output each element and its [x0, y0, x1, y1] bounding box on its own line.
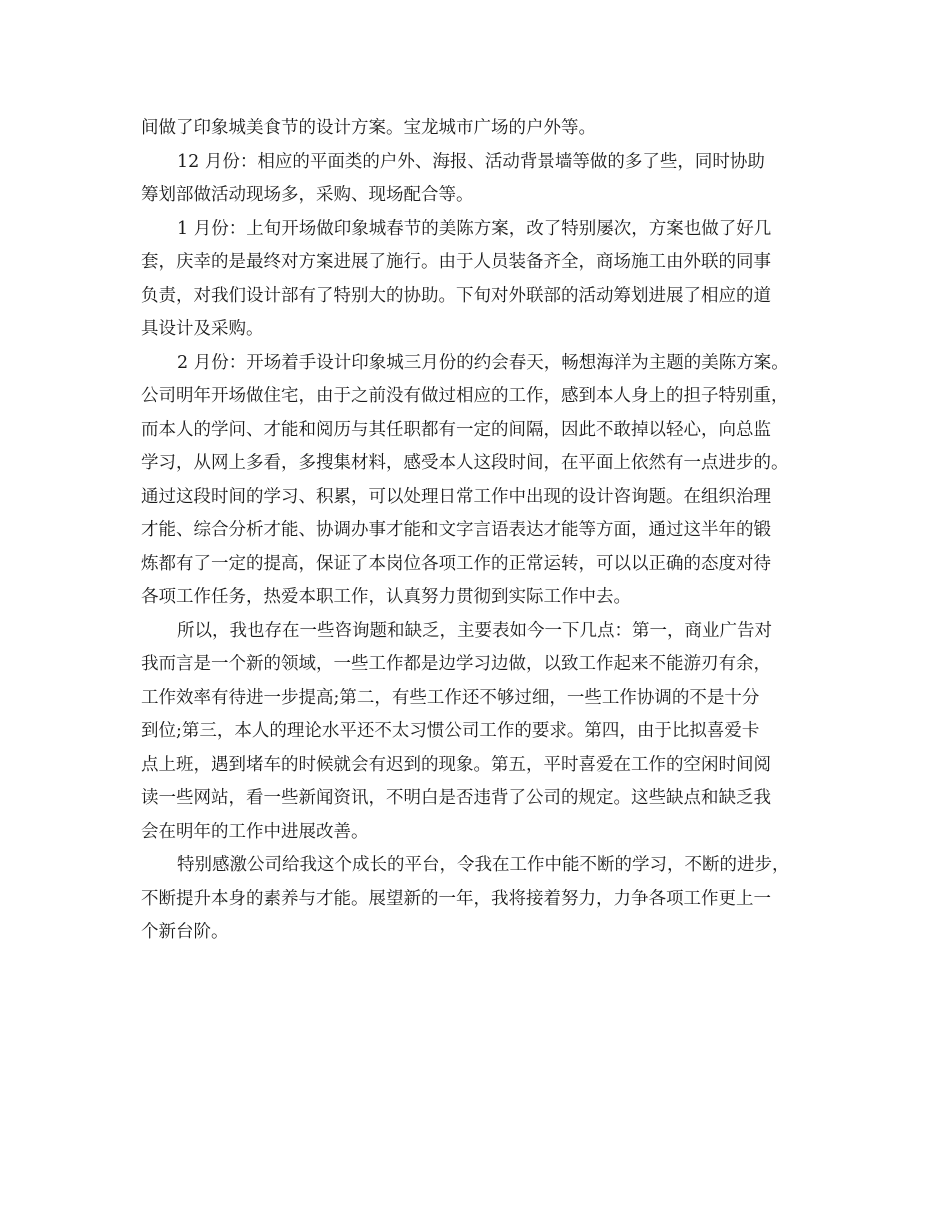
paragraph-line: 各项工作任务，热爱本职工作，认真努力贯彻到实际工作中去。 [141, 587, 631, 607]
paragraph-line: 间做了印象城美食节的设计方案。宝龙城市广场的户外等。 [141, 118, 596, 138]
paragraph-line: 所以，我也存在一些咨询题和缺乏，主要表如今一下几点：第一，商业广告对 [177, 620, 772, 641]
paragraph-line: 负责，对我们设计部有了特别大的协助。下旬对外联部的活动筹划进展了相应的道 [141, 285, 771, 306]
paragraph [141, 213, 821, 347]
paragraph [141, 146, 821, 213]
paragraph [141, 347, 821, 615]
paragraph-line: 才能、综合分析才能、协调办事才能和文字言语表达才能等方面，通过这半年的锻 [141, 520, 771, 540]
paragraph-line: 不断提升本身的素养与才能。展望新的一年，我将接着努力，力争各项工作更上一 [141, 888, 771, 909]
paragraph-line: 而本人的学问、才能和阅历与其任职都有一定的间隔，因此不敢掉以轻心，向总监 [141, 419, 771, 440]
paragraph-line: 工作效率有待进一步提高;第二，有些工作还不够过细，一些工作协调的不是十分 [141, 687, 760, 708]
paragraph-line: 炼都有了一定的提高，保证了本岗位各项工作的正常运转，可以以正确的态度对待 [141, 553, 771, 574]
paragraph-line: 点上班，遇到堵车的时候就会有迟到的现象。第五，平时喜爱在工作的空闲时间阅 [141, 754, 771, 775]
paragraph [141, 112, 821, 146]
paragraph-line: 筹划部做活动现场多，采购、现场配合等。 [141, 185, 474, 205]
paragraph [141, 615, 821, 850]
paragraph-line: 套，庆幸的是最终对方案进展了施行。由于人员装备齐全，商场施工由外联的同事 [141, 252, 771, 272]
paragraph-line: 特别感激公司给我这个成长的平台，令我在工作中能不断的学习，不断的进步， [177, 855, 790, 875]
paragraph-line: 会在明年的工作中进展改善。 [141, 821, 369, 842]
paragraph-line: 学习，从网上多看，多搜集材料，感受本人这段时间，在平面上依然有一点进步的。 [141, 453, 789, 473]
paragraph-line: 到位;第三，本人的理论水平还不太习惯公司工作的要求。第四，由于比拟喜爱卡 [141, 721, 760, 741]
paragraph-line: 公司明年开场做住宅，由于之前没有做过相应的工作，感到本人身上的担子特别重， [141, 386, 789, 406]
paragraph-line: 读一些网站，看一些新闻资讯，不明白是否违背了公司的规定。这些缺点和缺乏我 [141, 788, 771, 808]
paragraph-line: 具设计及采购。 [141, 319, 264, 339]
document-body [141, 112, 821, 950]
paragraph-line: 我而言是一个新的领域，一些工作都是边学习边做，以致工作起来不能游刃有余， [141, 654, 771, 674]
paragraph-line: 12 月份：相应的平面类的户外、海报、活动背景墙等做的多了些，同时协助 [177, 151, 765, 172]
paragraph-line: 通过这段时间的学习、积累，可以处理日常工作中出现的设计咨询题。在组织治理 [141, 486, 771, 507]
paragraph-line: 个新台阶。 [141, 922, 229, 942]
paragraph-line: 1 月份：上旬开场做印象城春节的美陈方案，改了特别屡次，方案也做了好几 [177, 218, 772, 239]
paragraph [141, 849, 821, 950]
paragraph-line: 2 月份：开场着手设计印象城三月份的约会春天，畅想海洋为主题的美陈方案。 [177, 352, 789, 373]
